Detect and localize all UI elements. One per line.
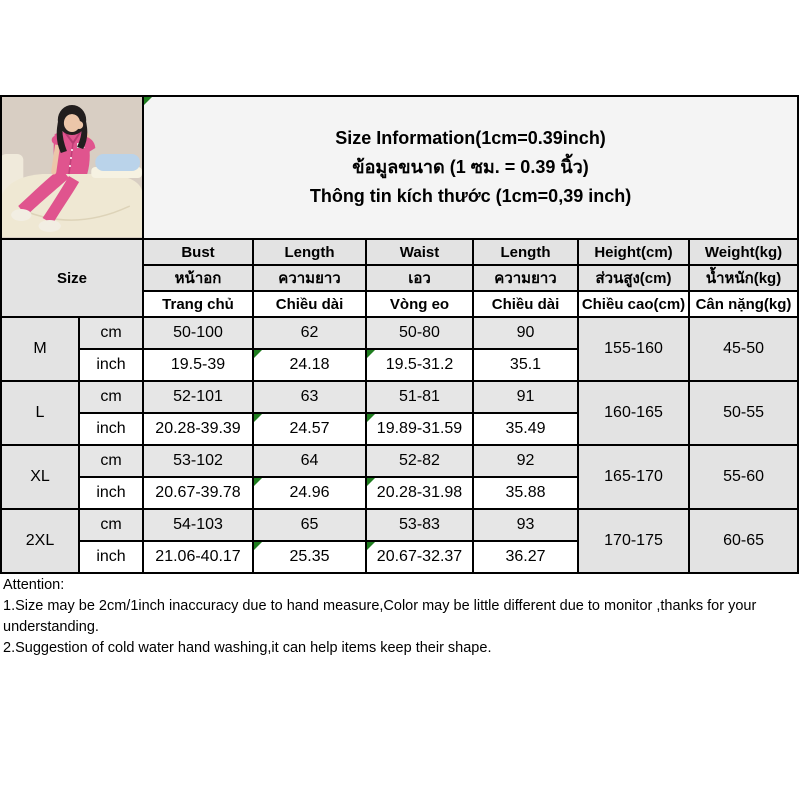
header-length-en: Length [253,239,366,265]
unit-cm: cm [79,509,143,541]
header-height-en: Height(cm) [578,239,689,265]
hand-at-face [75,121,83,129]
title-cell [143,96,798,239]
cell-l-waist-inch: 19.89-31.59 [366,413,473,445]
cell-l-bust-cm: 52-101 [143,381,253,413]
header-length2-th: ความยาว [473,265,578,291]
cell-l-height: 160-165 [578,381,689,445]
header-waist-vi: Vòng eo [366,291,473,317]
unit-cm: cm [79,381,143,413]
header-height-th: ส่วนสูง(cm) [578,265,689,291]
slipper-left [11,209,31,221]
header-bust-vi: Trang chủ [143,291,253,317]
cell-2xl-bust-inch: 21.06-40.17 [143,541,253,573]
header-bust-en: Bust [143,239,253,265]
size-label-xl: XL [1,445,79,509]
cell-2xl-length-cm: 65 [253,509,366,541]
cell-m-length2-cm: 90 [473,317,578,349]
attention-note [3,575,798,659]
cell-l-length-cm: 63 [253,381,366,413]
cell-xl-length2-cm: 92 [473,445,578,477]
excel-error-indicator [254,478,262,486]
cell-m-weight: 45-50 [689,317,798,381]
header-weight-vi: Cân nặng(kg) [689,291,798,317]
cell-m-length-cm: 62 [253,317,366,349]
cell-2xl-length2-inch: 36.27 [473,541,578,573]
excel-error-indicator [144,97,152,105]
attention-heading: Attention: [3,577,65,593]
unit-inch: inch [79,413,143,445]
cell-2xl-height: 170-175 [578,509,689,573]
cell-2xl-weight: 60-65 [689,509,798,573]
slipper-right [39,220,61,232]
unit-inch: inch [79,541,143,573]
header-length-th: ความยาว [253,265,366,291]
excel-error-indicator [367,478,375,486]
cell-xl-length2-inch: 35.88 [473,477,578,509]
excel-error-indicator [367,350,375,358]
cell-xl-waist-inch: 20.28-31.98 [366,477,473,509]
size-label-l: L [1,381,79,445]
size-header-cell: Size [1,239,143,317]
header-waist-en: Waist [366,239,473,265]
cell-l-weight: 50-55 [689,381,798,445]
title-vietnamese: Thông tin kích thước (1cm=0,39 inch) [309,186,632,206]
size-label-m: M [1,317,79,381]
excel-error-indicator [367,542,375,550]
title-english: Size Information(1cm=0.39inch) [335,128,606,148]
cell-2xl-length2-cm: 93 [473,509,578,541]
cell-xl-bust-inch: 20.67-39.78 [143,477,253,509]
unit-cm: cm [79,317,143,349]
header-height-vi: Chiều cao(cm) [578,291,689,317]
unit-cm: cm [79,445,143,477]
row-m-cm [1,317,798,349]
unit-inch: inch [79,477,143,509]
cell-m-waist-cm: 50-80 [366,317,473,349]
row-l-cm [1,381,798,413]
cell-2xl-waist-cm: 53-83 [366,509,473,541]
cell-l-waist-cm: 51-81 [366,381,473,413]
excel-error-indicator [254,542,262,550]
header-bust-th: หน้าอก [143,265,253,291]
excel-error-indicator [367,414,375,422]
header-weight-th: น้ำหนัก(kg) [689,265,798,291]
cell-xl-height: 165-170 [578,445,689,509]
header-waist-th: เอว [366,265,473,291]
cell-m-bust-cm: 50-100 [143,317,253,349]
top-row [1,96,798,239]
cell-xl-bust-cm: 53-102 [143,445,253,477]
cell-2xl-waist-inch: 20.67-32.37 [366,541,473,573]
cell-m-length2-inch: 35.1 [473,349,578,381]
cell-xl-length-cm: 64 [253,445,366,477]
excel-error-indicator [254,350,262,358]
cell-l-length2-inch: 35.49 [473,413,578,445]
cell-l-length2-cm: 91 [473,381,578,413]
header-length2-en: Length [473,239,578,265]
pillow-shape [95,154,140,171]
cell-2xl-bust-cm: 54-103 [143,509,253,541]
header-row-english [1,239,798,265]
cell-l-length-inch: 24.57 [253,413,366,445]
cell-xl-weight: 55-60 [689,445,798,509]
size-table [0,95,799,574]
cell-xl-waist-cm: 52-82 [366,445,473,477]
size-label-2xl: 2XL [1,509,79,573]
attention-line-2: 2.Suggestion of cold water hand washing,it can help items keep their shape. [3,640,492,656]
size-chart-sheet [0,95,799,574]
row-xl-cm [1,445,798,477]
row-2xl-cm [1,509,798,541]
cell-m-length-inch: 24.18 [253,349,366,381]
unit-inch: inch [79,349,143,381]
header-length2-vi: Chiều dài [473,291,578,317]
product-photo-illustration [2,98,142,237]
excel-error-indicator [254,414,262,422]
header-weight-en: Weight(kg) [689,239,798,265]
attention-line-1: 1.Size may be 2cm/1inch inaccuracy due to hand measure,Color may be little different due to monitor ,thanks for your understanding. [3,598,757,635]
cell-xl-length-inch: 24.96 [253,477,366,509]
cell-m-bust-inch: 19.5-39 [143,349,253,381]
header-length-vi: Chiều dài [253,291,366,317]
product-photo-cell [1,96,143,239]
title-thai: ข้อมูลขนาด (1 ซม. = 0.39 นิ้ว) [352,157,589,177]
cell-m-height: 155-160 [578,317,689,381]
cell-2xl-length-inch: 25.35 [253,541,366,573]
cell-m-waist-inch: 19.5-31.2 [366,349,473,381]
cell-l-bust-inch: 20.28-39.39 [143,413,253,445]
